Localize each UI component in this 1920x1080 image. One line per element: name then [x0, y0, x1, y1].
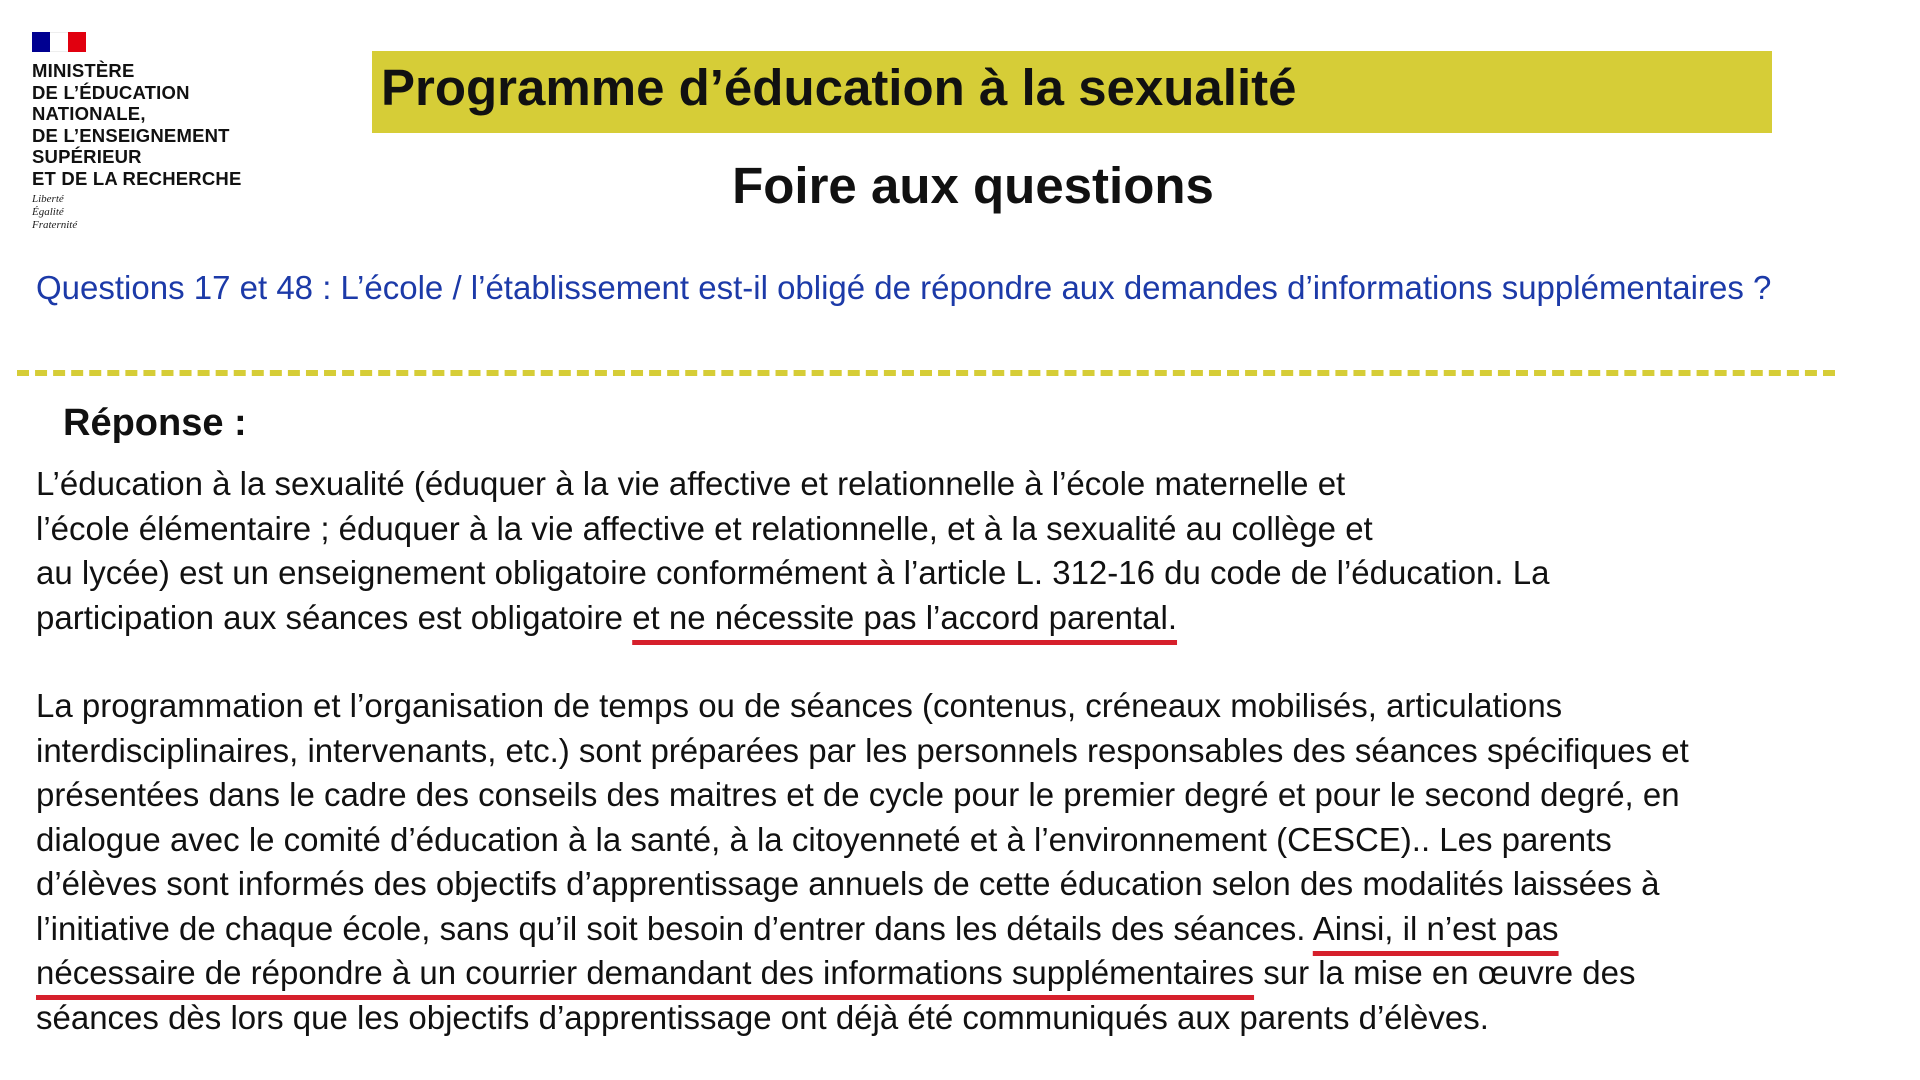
- text-line: La programmation et l’organisation de temps ou de séances (contenus, créneaux mobilisés, articulations: [36, 687, 1563, 724]
- underlined-text: et ne nécessite pas l’accord parental.: [632, 598, 1178, 636]
- question-text: Questions 17 et 48 : L’école / l’établissement est-il obligé de répondre aux demandes d’informations supplémentaires ?: [36, 269, 1772, 306]
- french-flag-icon: [32, 32, 86, 52]
- text-segment: participation aux séances est obligatoire: [36, 598, 633, 636]
- text-line: présentées dans le cadre des conseils des maitres et de cycle pour le premier degré et pour le second degré, en: [36, 776, 1680, 813]
- text-line: au lycée) est un enseignement obligatoire conformément à l’article L. 312-16 du code de l’éducation. La: [36, 554, 1550, 591]
- response-paragraph-2: [36, 684, 1906, 1040]
- underlined-text: Ainsi, il n’est pas: [1312, 909, 1559, 947]
- text-line: l’école élémentaire ; éduquer à la vie affective et relationnelle, et à la sexualité au collège et: [36, 509, 1373, 547]
- ministry-name: MINISTÈRE DE L’ÉDUCATION NATIONALE, DE L’ENSEIGNEMENT SUPÉRIEUR ET DE LA RECHERCHE: [32, 60, 242, 189]
- republic-motto: Liberté Égalité Fraternité: [32, 193, 78, 231]
- text-line: L’éducation à la sexualité (éduquer à la vie affective et relationnelle à l’école maternelle et: [36, 465, 1346, 502]
- text-line: [36, 596, 1906, 641]
- page-subtitle: Foire aux questions: [732, 157, 1214, 214]
- response-label: Réponse :: [63, 402, 247, 444]
- underlined-text: nécessaire de répondre à un courrier demandant des informations supplémentaires: [36, 954, 1255, 991]
- dashed-divider: [17, 370, 1835, 376]
- text-line: [36, 907, 1906, 952]
- text-line: séances dès lors que les objectifs d’apprentissage ont déjà été communiqués aux parents d’élèves.: [36, 998, 1489, 1036]
- text-line: [36, 951, 1906, 996]
- text-line: dialogue avec le comité d’éducation à la santé, à la citoyenneté et à l’environnement (CESCE).. Les parents: [36, 820, 1612, 858]
- text-line: d’élèves sont informés des objectifs d’apprentissage annuels de cette éducation selon des modalités laissées à: [36, 865, 1660, 902]
- text-line: interdisciplinaires, intervenants, etc.) sont préparées par les personnels responsables des séances spécifiques et: [36, 731, 1689, 769]
- response-paragraph-1: [36, 462, 1906, 640]
- page-title: Programme d’éducation à la sexualité: [381, 59, 1297, 116]
- text-segment: sur la mise en œuvre des: [1254, 954, 1636, 991]
- text-segment: l’initiative de chaque école, sans qu’il soit besoin d’entrer dans les détails des séances.: [36, 909, 1313, 947]
